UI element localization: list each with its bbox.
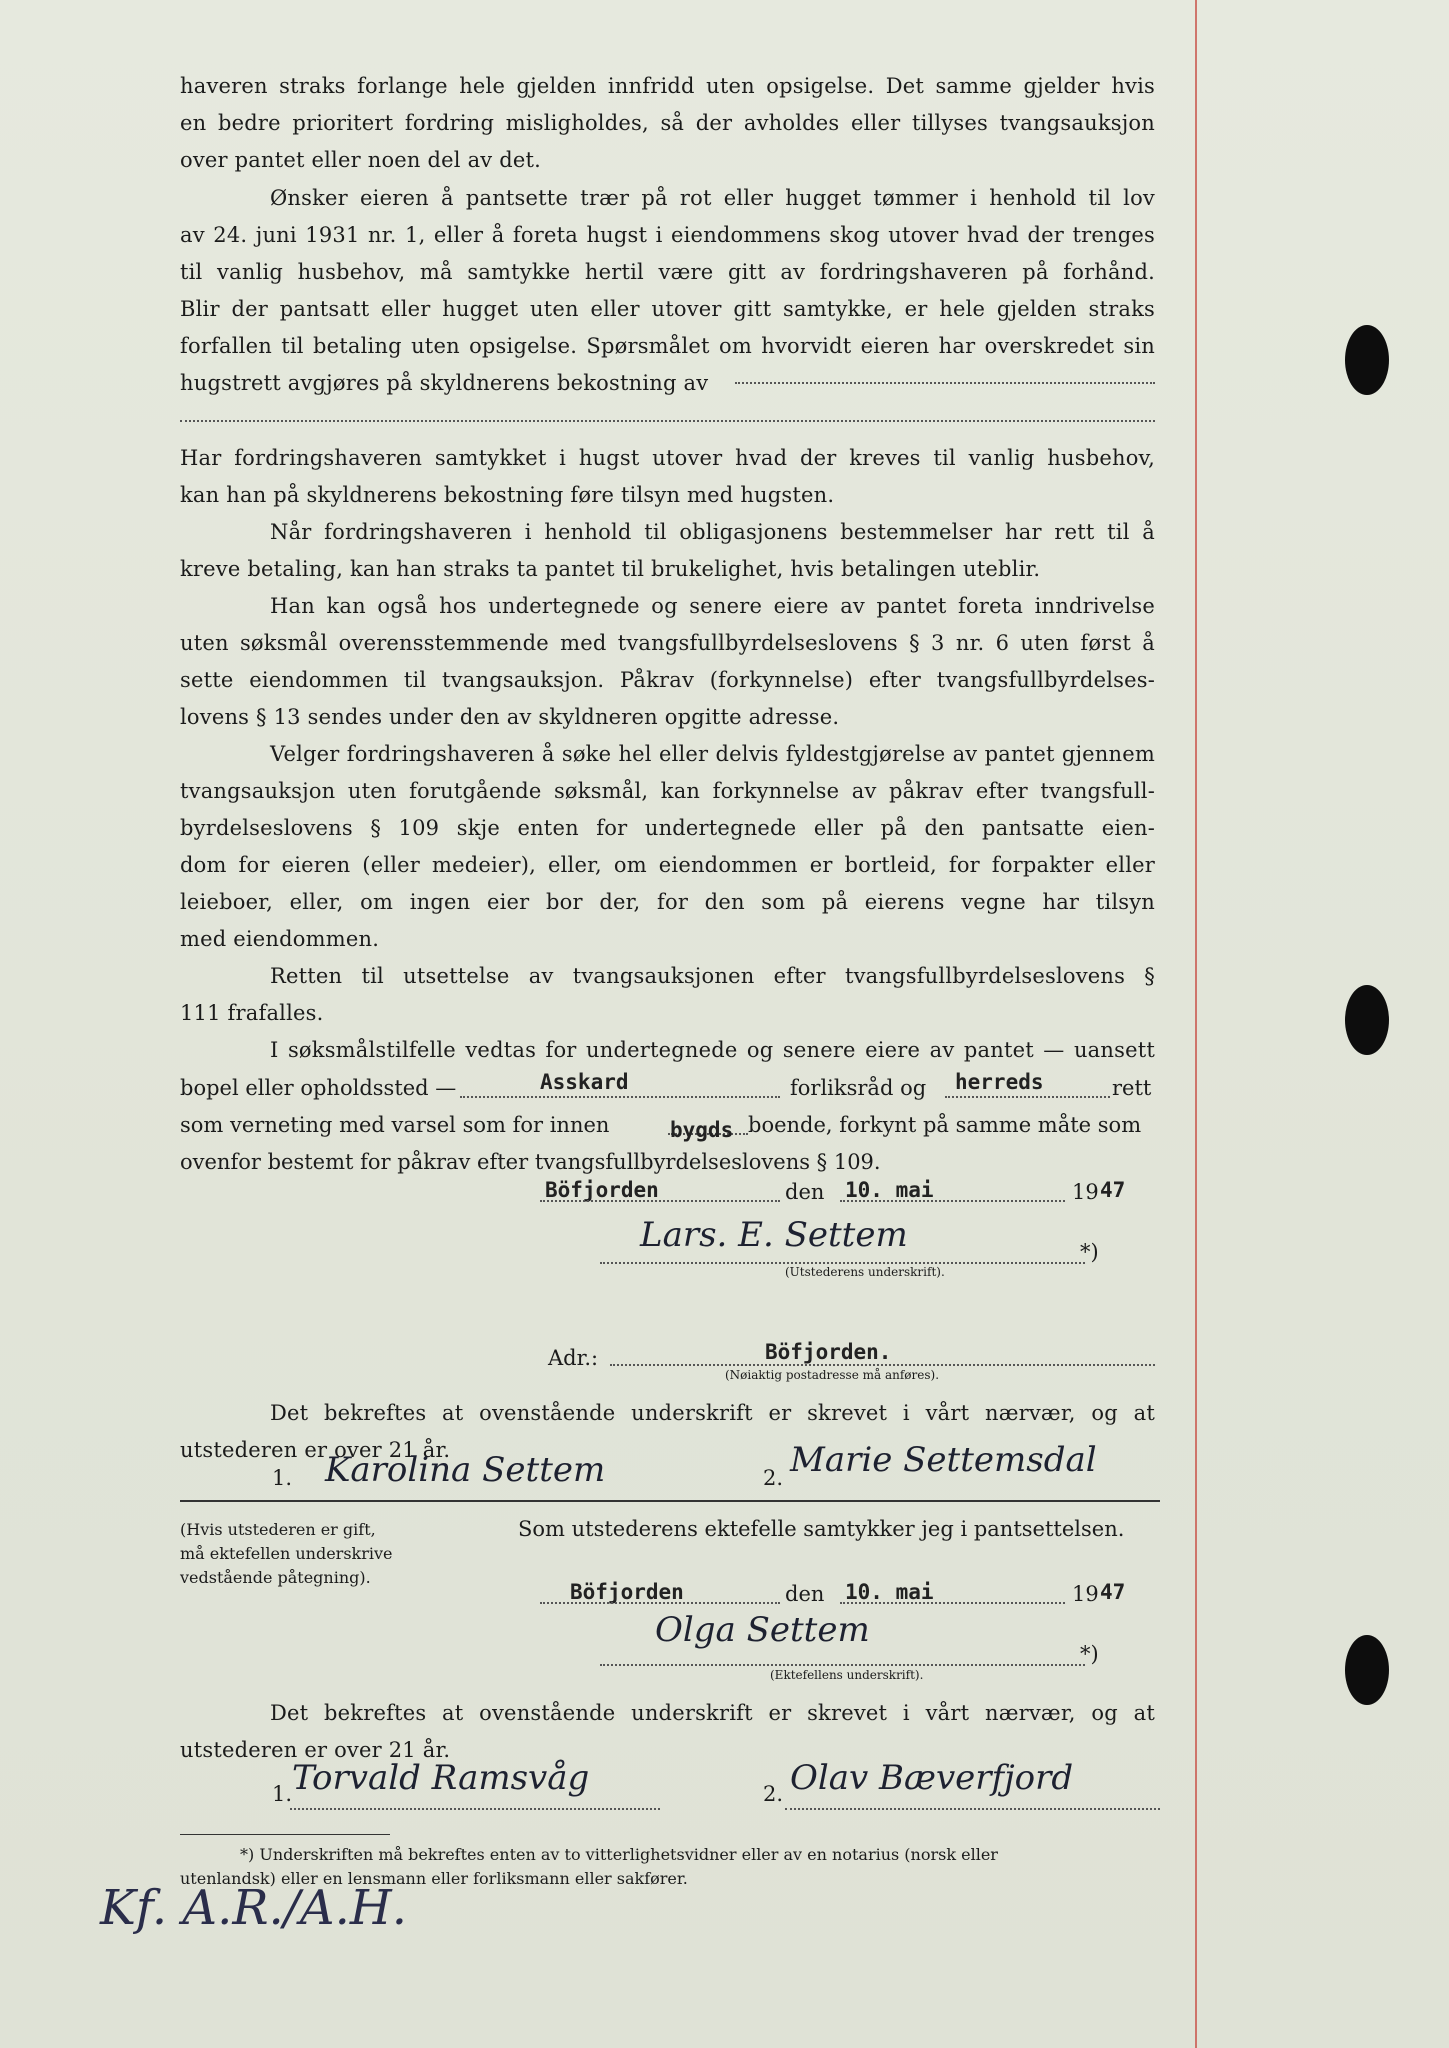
witness-2-signature: Marie Settemsdal <box>790 1440 1097 1480</box>
label-den: den <box>785 1582 825 1606</box>
text-line: sette eiendommen til tvangsauksjon. Påkrav (forkynnelse) efter tvangsfullbyrdelses- <box>180 668 1155 692</box>
text-line: 111 frafalles. <box>180 1001 324 1025</box>
label-den: den <box>785 1180 825 1204</box>
signature-line <box>785 1808 1160 1810</box>
paragraph-3 <box>180 440 1155 514</box>
label-adr: Adr.: <box>548 1346 599 1370</box>
witness-number: 2. <box>763 1466 784 1490</box>
handwritten-initials: Kf. A.R./A.H. <box>100 1880 407 1936</box>
punch-hole <box>1345 325 1389 395</box>
typed-place: Böfjorden <box>545 1178 659 1202</box>
text-line: hugstrett avgjøres på skyldnerens bekostning av <box>180 371 709 395</box>
blank-line <box>610 1364 1155 1366</box>
text-line: Når fordringshaveren i henhold til obligasjonens bestemmelser har rett til å <box>270 520 1155 544</box>
text-line: utstederen er over 21 år. <box>180 1738 451 1762</box>
footnote-marker: *) <box>1080 1642 1099 1666</box>
witness-number: 1. <box>272 1782 293 1806</box>
typed-year: 47 <box>1100 1580 1126 1604</box>
text-fragment: ovenfor bestemt for påkrav efter tvangsfullbyrdelseslovens § 109. <box>180 1150 881 1174</box>
text-line: haveren straks forlange hele gjelden innfridd uten opsigelse. Det samme gjelder hvis <box>180 74 1155 98</box>
text-line: Blir der pantsatt eller hugget uten eller utover gitt samtykke, er hele gjelden straks <box>180 297 1155 321</box>
signature-line <box>600 1262 1085 1264</box>
typed-year: 47 <box>1100 1178 1126 1202</box>
text-line: dom for eieren (eller medeier), eller, om eiendommen er bortleid, for forpakter eller <box>180 853 1155 877</box>
punch-hole <box>1345 1635 1389 1705</box>
typed-date: 10. mai <box>845 1580 934 1604</box>
address-note: (Nøiaktig postadresse må anføres). <box>725 1368 940 1382</box>
text-line: lovens § 13 sendes under den av skyldneren opgitte adresse. <box>180 705 840 729</box>
signature-line <box>600 1664 1085 1666</box>
issuer-signature: Lars. E. Settem <box>640 1215 908 1255</box>
label-century: 19 <box>1072 1582 1099 1606</box>
text-line: Det bekreftes at ovenstående underskrift er skrevet i vårt nærvær, og at <box>270 1401 1155 1425</box>
spouse-signature-label: (Ektefellens underskrift). <box>770 1668 924 1682</box>
witness-4-signature: Olav Bæverfjord <box>790 1758 1074 1798</box>
text-line: forfallen til betaling uten opsigelse. Spørsmålet om hvorvidt eieren har overskredet sin <box>180 334 1155 358</box>
text-line: en bedre prioritert fordring misligholdes, så der avholdes eller tillyses tvangsauksjon <box>180 111 1155 135</box>
text-line: byrdelseslovens § 109 skje enten for undertegnede eller på den pantsatte eien- <box>180 816 1155 840</box>
text-line: over pantet eller noen del av det. <box>180 148 542 172</box>
paragraph-7 <box>180 958 1155 1032</box>
blank-line <box>840 1602 1065 1604</box>
text-line: uten søksmål overensstemmende med tvangsfullbyrdelseslovens § 3 nr. 6 uten først å <box>180 631 1155 655</box>
blank-line <box>540 1602 780 1604</box>
blank-line <box>840 1200 1065 1202</box>
paragraph-5 <box>180 588 1155 736</box>
typed-bygds: bygds <box>670 1118 734 1142</box>
witness-number: 1. <box>272 1466 293 1490</box>
paragraph-4 <box>180 514 1155 588</box>
text-line: I søksmålstilfelle vedtas for undertegnede og senere eiere av pantet — uansett <box>270 1038 1155 1062</box>
blank-line <box>460 1096 780 1098</box>
typed-herreds: herreds <box>955 1070 1044 1094</box>
text-line: kan han på skyldnerens bekostning føre tilsyn med hugsten. <box>180 483 835 507</box>
typed-address: Böfjorden. <box>765 1340 892 1364</box>
witness-3-signature: Torvald Ramsvåg <box>292 1758 590 1798</box>
divider <box>180 1500 1160 1502</box>
witness-1-signature: Karolina Settem <box>325 1450 606 1490</box>
text-line: Har fordringshaveren samtykket i hugst utover hvad der kreves til vanlig husbehov, <box>180 446 1155 470</box>
text-line: må ektefellen underskrive <box>180 1544 393 1563</box>
text-line: Han kan også hos undertegnede og senere eiere av pantet foreta inndrivelse <box>270 594 1155 618</box>
typed-forliksrad: Asskard <box>540 1070 629 1094</box>
text-line: med eiendommen. <box>180 927 380 951</box>
punch-hole <box>1345 985 1389 1055</box>
signature-line <box>290 1808 660 1810</box>
text-line: vedstående påtegning). <box>180 1568 371 1587</box>
paragraph-2 <box>180 180 1155 402</box>
issuer-signature-label: (Utstederens underskrift). <box>785 1265 945 1279</box>
text-line: Det bekreftes at ovenstående underskrift er skrevet i vårt nærvær, og at <box>270 1701 1155 1725</box>
footnote-marker: *) <box>1080 1240 1099 1264</box>
spouse-signature: Olga Settem <box>655 1610 870 1650</box>
spouse-consent-text: Som utstederens ektefelle samtykker jeg i pantsettelsen. <box>518 1517 1125 1541</box>
text-line: (Hvis utstederen er gift, <box>180 1520 376 1539</box>
text-line: utstederen er over 21 år. <box>180 1438 451 1462</box>
blank-line <box>735 382 1155 384</box>
text-line: utenlandsk) eller en lensmann eller forliksmann eller sakfører. <box>180 1869 688 1888</box>
text-line: *) Underskriften må bekreftes enten av to vitterlighetsvidner eller av en notarius (norsk eller <box>240 1845 998 1864</box>
typed-place: Böfjorden <box>570 1580 684 1604</box>
blank-line <box>540 1200 780 1202</box>
text-fragment: som verneting med varsel som for innen <box>180 1113 610 1137</box>
blank-line <box>180 420 1155 422</box>
label-century: 19 <box>1072 1180 1099 1204</box>
text-line: kreve betaling, kan han straks ta pantet til brukelighet, hvis betalingen uteblir. <box>180 557 1041 581</box>
paragraph-1 <box>180 68 1155 179</box>
paragraph-8 <box>180 1032 1155 1069</box>
text-line: av 24. juni 1931 nr. 1, eller å foreta hugst i eiendommens skog utover hvad der trenges <box>180 223 1155 247</box>
red-margin-line <box>1195 0 1197 2048</box>
footnote-rule <box>180 1834 390 1835</box>
witness-number: 2. <box>763 1782 784 1806</box>
text-fragment: bopel eller opholdssted — <box>180 1076 457 1100</box>
text-line: tvangsauksjon uten forutgående søksmål, kan forkynnelse av påkrav efter tvangsfull- <box>180 779 1155 803</box>
paragraph-6 <box>180 736 1155 958</box>
text-line: Velger fordringshaveren å søke hel eller delvis fyldestgjørelse av pantet gjennem <box>270 742 1155 766</box>
text-fragment: boende, forkynt på samme måte som <box>748 1113 1142 1137</box>
text-line: Ønsker eieren å pantsette trær på rot eller hugget tømmer i henhold til lov <box>270 186 1155 210</box>
text-line: til vanlig husbehov, må samtykke hertil være gitt av fordringshaveren på forhånd. <box>180 260 1155 284</box>
text-line: leieboer, eller, om ingen eier bor der, for den som på eierens vegne har tilsyn <box>180 890 1155 914</box>
blank-line <box>945 1096 1110 1098</box>
text-fragment: forliksråd og <box>790 1076 927 1100</box>
text-fragment: rett <box>1112 1076 1152 1100</box>
spouse-sidenote <box>180 1518 393 1590</box>
typed-date: 10. mai <box>845 1178 934 1202</box>
text-line: Retten til utsettelse av tvangsauksjonen efter tvangsfullbyrdelseslovens § <box>270 964 1155 988</box>
